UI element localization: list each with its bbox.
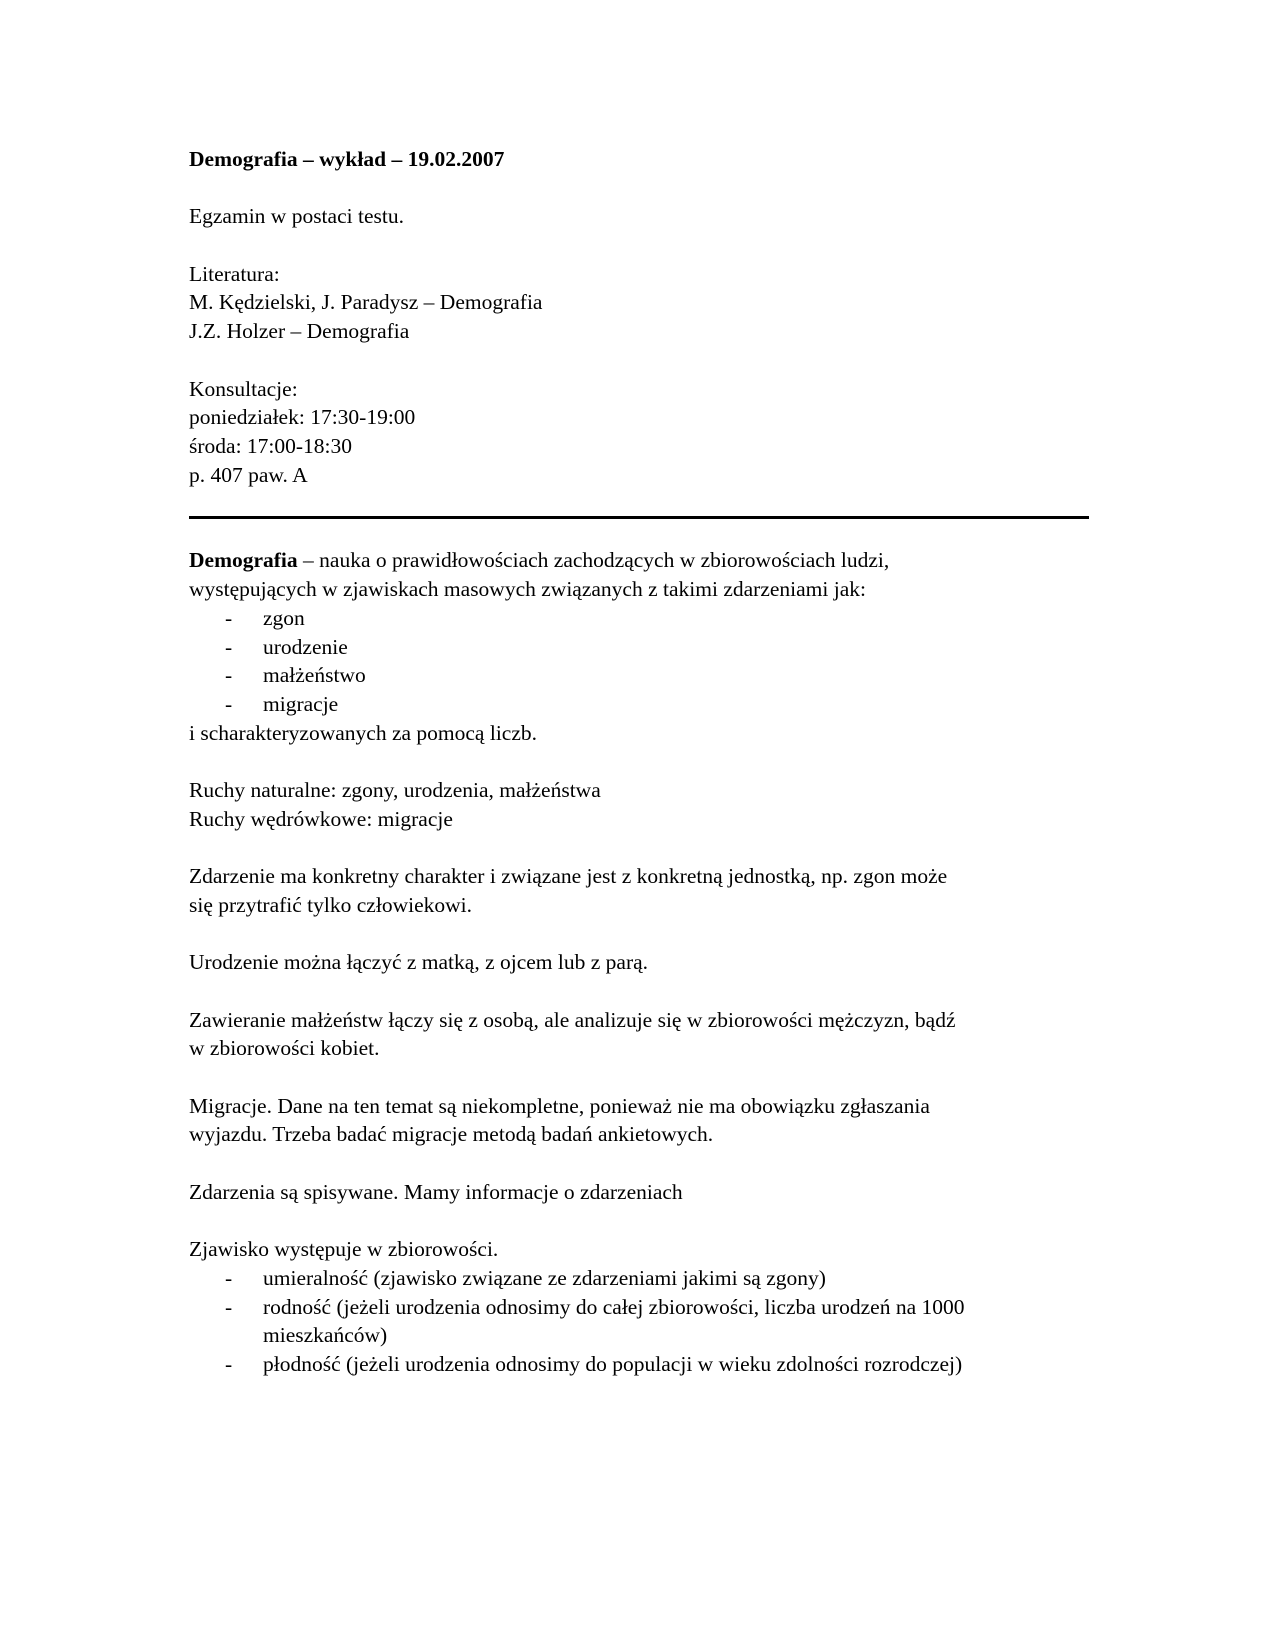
document-title: Demografia – wykład – 19.02.2007 bbox=[189, 147, 505, 171]
bullet-dash: - bbox=[225, 1351, 233, 1376]
consultation-label: Konsultacje: bbox=[189, 376, 298, 401]
list-item-text: małżeństwo bbox=[263, 663, 366, 688]
list-item bbox=[189, 633, 1089, 662]
spacer bbox=[189, 920, 1089, 949]
spacer bbox=[189, 1206, 1089, 1235]
phenomena-list bbox=[189, 1264, 1089, 1379]
consultation-item: poniedziałek: 17:30-19:00 bbox=[189, 405, 416, 430]
paragraph-event: Zdarzenie ma konkretny charakter i związane jest z konkretną jednostką, np. zgon może bbox=[189, 864, 948, 889]
bullet-dash: - bbox=[225, 1294, 233, 1319]
paragraph-birth: Urodzenie można łączyć z matką, z ojcem lub z parą. bbox=[189, 950, 649, 975]
bullet-dash: - bbox=[225, 1265, 233, 1290]
consultation-item: środa: 17:00-18:30 bbox=[189, 433, 353, 458]
exam-note: Egzamin w postaci testu. bbox=[189, 204, 404, 229]
spacer bbox=[189, 174, 1089, 203]
spacer bbox=[189, 977, 1089, 1006]
list-item-text: umieralność (zjawisko związane ze zdarzeniami jakimi są zgony) bbox=[263, 1265, 826, 1290]
list-item bbox=[189, 604, 1089, 633]
migratory-movements: Ruchy wędrówkowe: migracje bbox=[189, 806, 453, 831]
consultation-item: p. 407 paw. A bbox=[189, 462, 308, 487]
paragraph-marriage: w zbiorowości kobiet. bbox=[189, 1036, 380, 1061]
paragraph-marriage: Zawieranie małżeństw łączy się z osobą, ale analizuje się w zbiorowości mężczyzn, bądź bbox=[189, 1007, 956, 1032]
list-item bbox=[189, 661, 1089, 690]
bullet-dash: - bbox=[225, 663, 233, 688]
spacer bbox=[189, 747, 1089, 776]
definition-line-2: występujących w zjawiskach masowych związanych z takimi zdarzeniami jak: bbox=[189, 577, 866, 602]
paragraph-event: się przytrafić tylko człowiekowi. bbox=[189, 892, 472, 917]
spacer bbox=[189, 231, 1089, 260]
paragraph-migration: Migracje. Dane na ten temat są niekompletne, ponieważ nie ma obowiązku zgłaszania bbox=[189, 1093, 930, 1118]
horizontal-divider bbox=[189, 516, 1089, 519]
bullet-dash: - bbox=[225, 634, 233, 659]
document-page bbox=[189, 145, 1089, 1379]
definition-text: – nauka o prawidłowościach zachodzących w zbiorowościach ludzi, bbox=[297, 548, 890, 573]
list-item-text: mieszkańców) bbox=[263, 1323, 388, 1348]
bullet-dash: - bbox=[225, 691, 233, 716]
list-item bbox=[189, 1293, 1089, 1350]
natural-movements: Ruchy naturalne: zgony, urodzenia, małżeństwa bbox=[189, 778, 601, 802]
paragraph-recorded: Zdarzenia są spisywane. Mamy informacje o zdarzeniach bbox=[189, 1179, 683, 1204]
list-item-text: zgon bbox=[263, 605, 305, 630]
paragraph-migration: wyjazdu. Trzeba badać migracje metodą badań ankietowych. bbox=[189, 1122, 714, 1147]
definition-closing: i scharakteryzowanych za pomocą liczb. bbox=[189, 720, 538, 745]
bullet-dash: - bbox=[225, 605, 233, 630]
spacer bbox=[189, 833, 1089, 862]
list-item-text: urodzenie bbox=[263, 634, 348, 659]
spacer bbox=[189, 1063, 1089, 1092]
list-item bbox=[189, 690, 1089, 719]
spacer bbox=[189, 1149, 1089, 1178]
spacer bbox=[189, 346, 1089, 375]
list-item-text: migracje bbox=[263, 691, 339, 716]
list-item-text: płodność (jeżeli urodzenia odnosimy do populacji w wieku zdolności rozrodczej) bbox=[263, 1351, 963, 1376]
list-item-text: rodność (jeżeli urodzenia odnosimy do całej zbiorowości, liczba urodzeń na 1000 bbox=[263, 1294, 965, 1319]
paragraph-phenomenon: Zjawisko występuje w zbiorowości. bbox=[189, 1237, 499, 1262]
list-item bbox=[189, 1350, 1089, 1379]
definition-line-1 bbox=[189, 546, 1089, 575]
events-list bbox=[189, 604, 1089, 719]
literature-label: Literatura: bbox=[189, 261, 280, 286]
list-item bbox=[189, 1264, 1089, 1293]
literature-item: J.Z. Holzer – Demografia bbox=[189, 319, 410, 344]
literature-item: M. Kędzielski, J. Paradysz – Demografia bbox=[189, 290, 543, 315]
definition-term: Demografia bbox=[189, 548, 298, 573]
